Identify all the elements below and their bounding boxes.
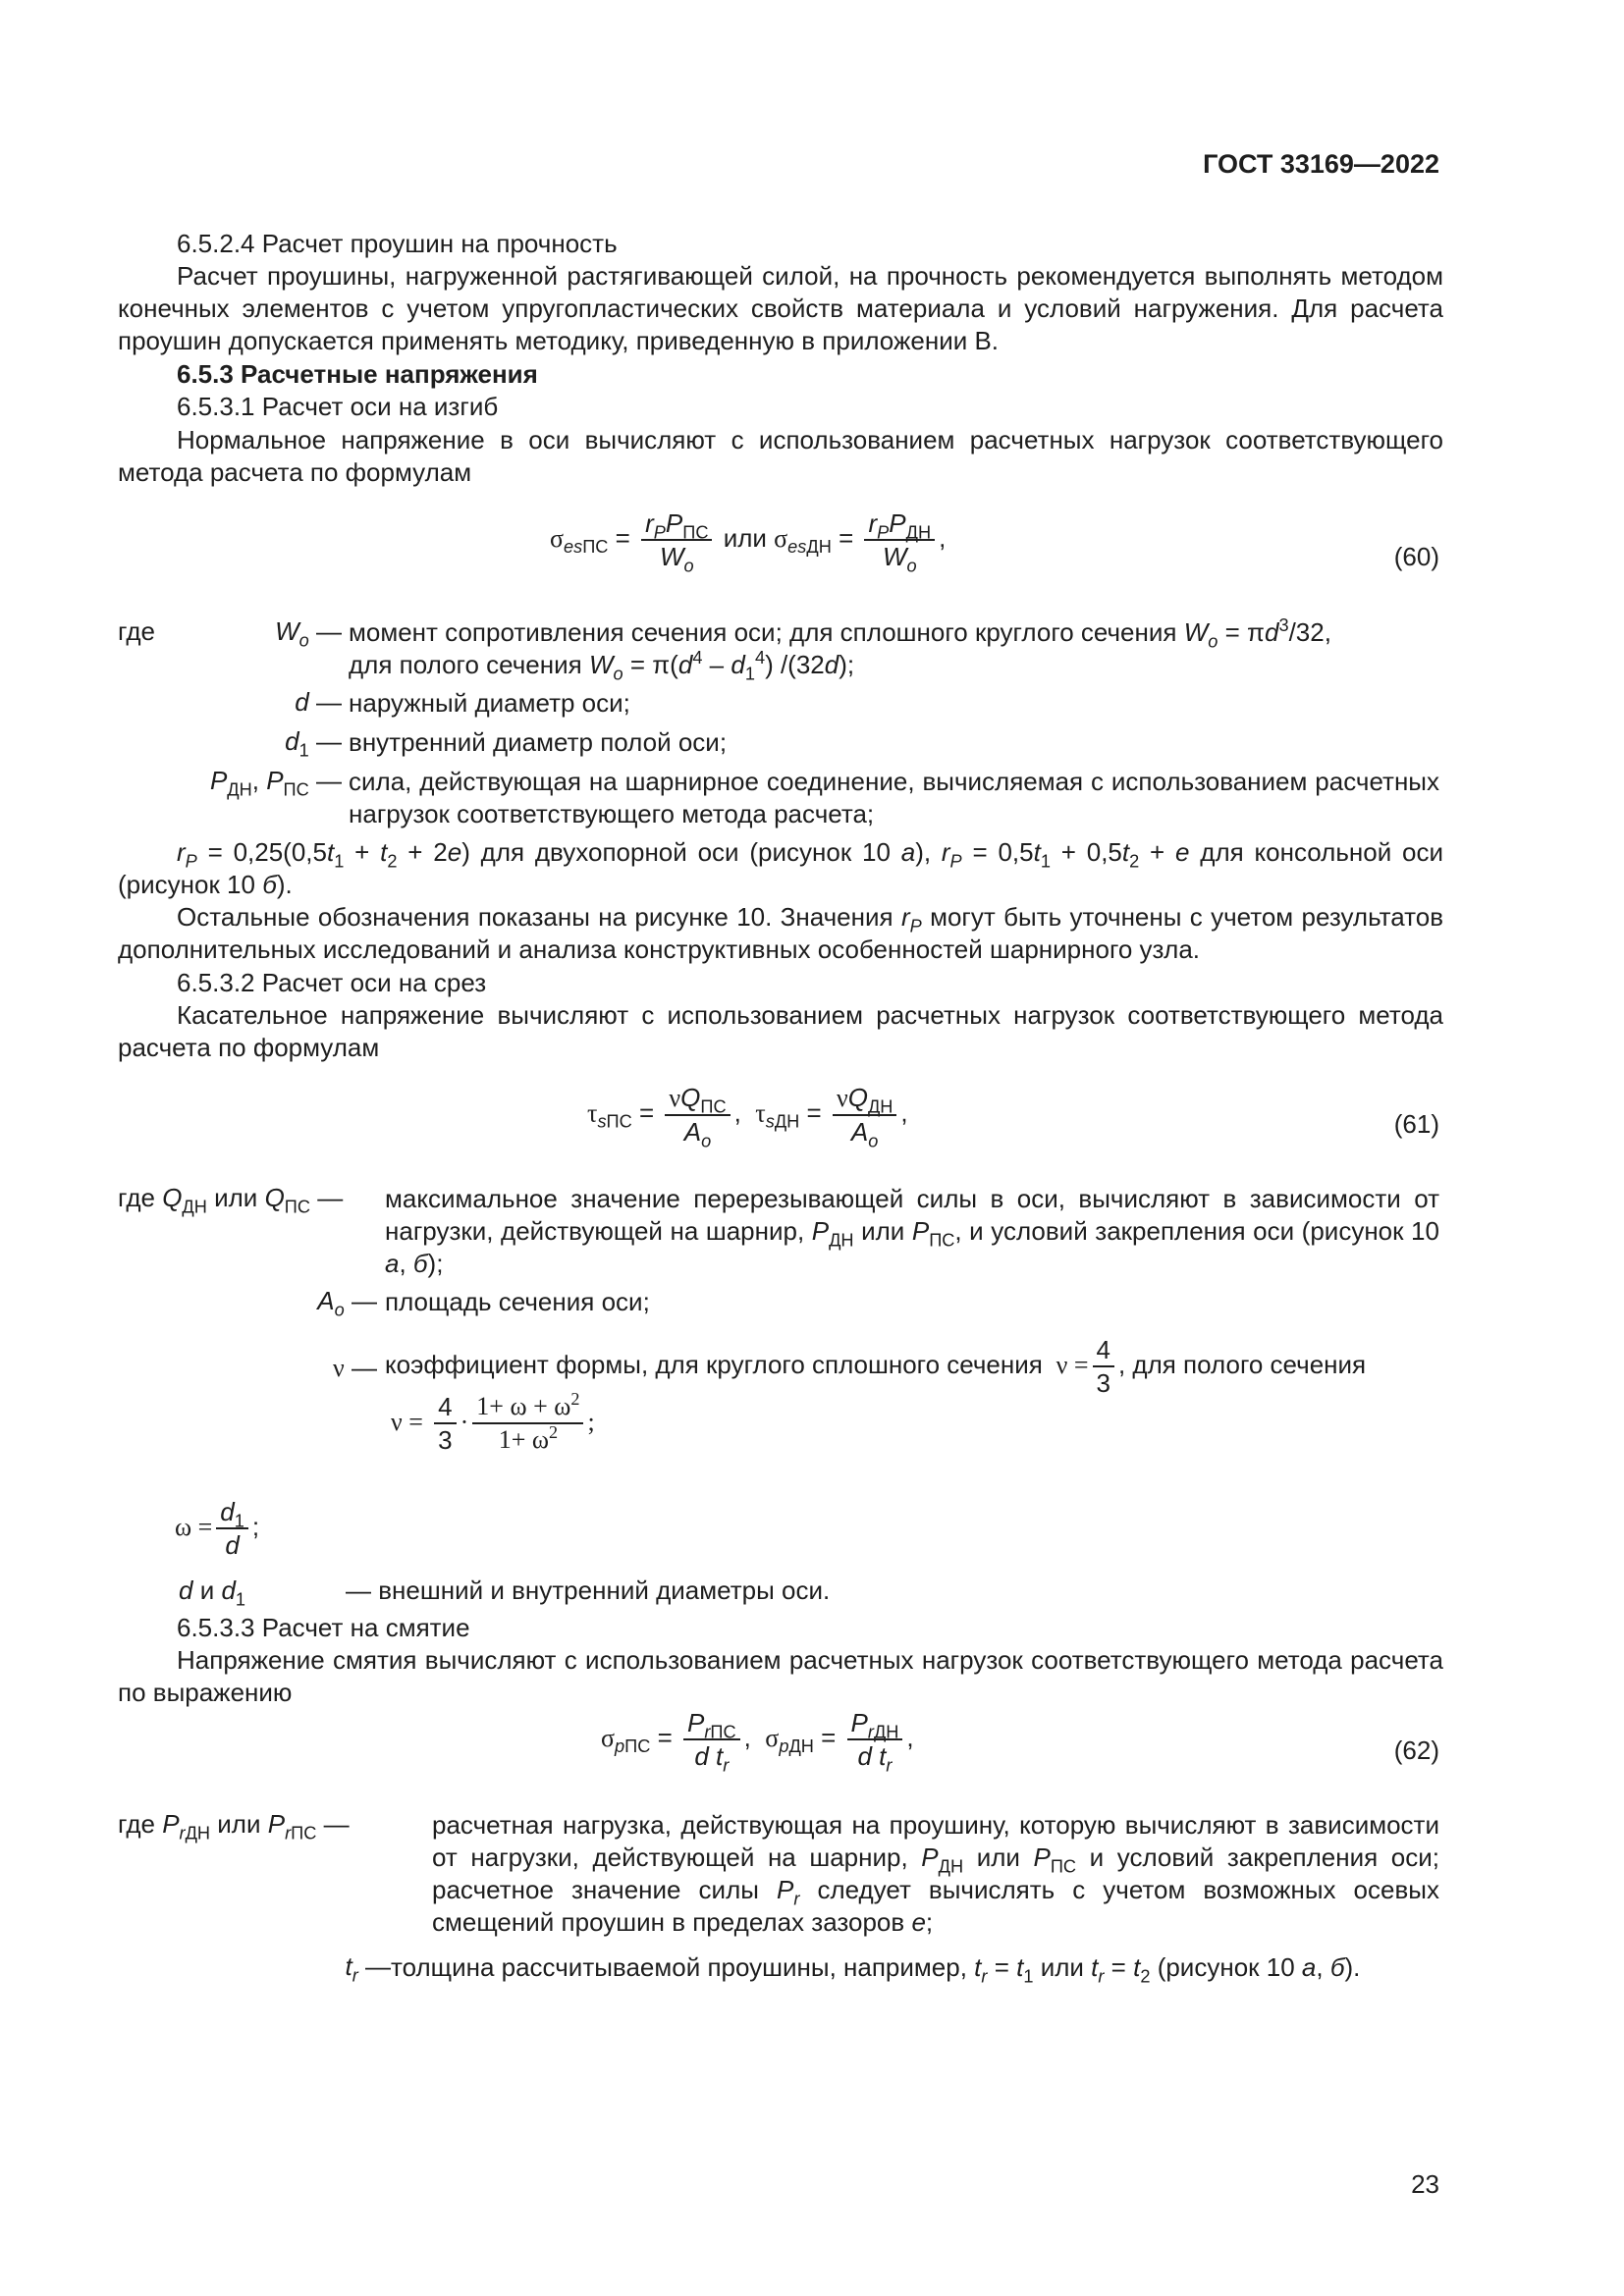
equation-61: $\tau_{sПС}$ = $\frac{\nu Q_{ПС}}{A_o}$ , $\tau_{sДН}$ = $\frac{\nu Q_{ДН}}{A_o}$ , [587, 1083, 908, 1151]
term-d-d1: d и $d_1$ [179, 1575, 246, 1610]
section-6524-title: 6.5.2.4 Расчет проушин на прочность [177, 229, 618, 258]
equation-62: $\sigma_{pПС}$ = $\frac{P_{rПС}}{d t_r}$ , $\sigma_{pДН}$ = $\frac{P_{rДН}}{d t_r}$ , [601, 1708, 914, 1776]
page-number: 23 [1411, 2169, 1439, 2199]
section-653-title: 6.5.3 Расчетные напряжения [177, 359, 538, 389]
term-d1: $d_1$ — [285, 726, 342, 761]
term-wo: $W_o$ — [275, 616, 342, 651]
other-notations-text: Остальные обозначения показаны на рисунке 10. Значения $r_P$ могут быть уточнены с учетом результатов дополнительных исследований и анализа конструктивных особенностей шарнирного узла. [118, 902, 1444, 964]
definition-pr: расчетная нагрузка, действующая на проушину, которую вычисляют в зависимости от нагрузки, действующей на шарнир, $P_{ДН}$ или $P_{ПС}$ и условий закрепления оси; расчетное значение силы $P_r$ следует вычислять с учетом возможных осевых смещений проушин в пределах зазоров e; [432, 1810, 1439, 1937]
term-ao: $A_o$ — [317, 1286, 377, 1320]
definition-d1: внутренний диаметр полой оси; [349, 727, 728, 757]
equation-60: $\sigma_{esПС}$ = $\frac{r_PP_{ПС}}{W_o}$ или $\sigma_{esДН}$ = $\frac{r_PP_{ДН}}{W_o}$ , [550, 508, 947, 576]
section-6531-title: 6.5.3.1 Расчет оси на изгиб [177, 392, 499, 421]
term-p: $P_{ДН}$, $P_{ПС}$ — [209, 766, 342, 800]
or-word: или [723, 522, 767, 553]
where-label-60: где [118, 616, 155, 646]
definition-d: наружный диаметр оси; [349, 688, 630, 718]
definition-q: максимальное значение перерезывающей силы в оси, вычисляют в зависимости от нагрузки, действующей на шарнир, $P_{ДН}$ или $P_{ПС}$, и условий закрепления оси (рисунок 10 а, б); [385, 1184, 1439, 1278]
section-6532-text: Касательное напряжение вычисляют с использованием расчетных нагрузок соответствующего метода расчета по формулам [118, 1000, 1443, 1062]
standard-header: ГОСТ 33169—2022 [1203, 149, 1439, 179]
rp-formula-text: $r_P = 0,25(0,5t_1 + t_2 + 2e)$ для двухопорной оси (рисунок 10 а), $r_P = 0,5t_1 + 0,5t_2 + e$ для консольной оси (рисунок 10 б). [118, 837, 1444, 899]
equation-60-number: (60) [1393, 542, 1439, 571]
definition-p: сила, действующая на шарнирное соединение, вычисляемая с использованием расчетных нагрузок соответствующего метода расчета; [349, 767, 1439, 828]
definition-ao: площадь сечения оси; [385, 1287, 650, 1316]
term-nu: ν — [333, 1353, 377, 1382]
equation-62-number: (62) [1393, 1735, 1439, 1765]
definition-nu: коэффициент формы, для круглого сплошного сечения ν = $\frac{4}{3}$ , для полого сечения [385, 1335, 1367, 1398]
term-q: где $Q_{ДН}$ или $Q_{ПС}$ — [118, 1183, 344, 1217]
nu-hollow-formula: ν = $\frac{4}{3}$ · $\frac{1+ \omega + \omega^2}{1+ \omega^2}$ ; [391, 1389, 595, 1455]
section-6531-text: Нормальное напряжение в оси вычисляют с использованием расчетных нагрузок соответствующего метода расчета по формулам [118, 425, 1443, 487]
equation-61-number: (61) [1393, 1109, 1439, 1139]
definition-wo: момент сопротивления сечения оси; для сплошного круглого сечения $W_o = \pi d^3/32$, для полого сечения $W_o = \pi(d^4 - d_1^4)$ /(32d); [349, 615, 1331, 684]
section-6524-text: Расчет проушины, нагруженной растягивающей силой, на прочность рекомендуется выполнять методом конечных элементов с учетом упругопластических свойств материала и условий нагружения. Для расчета проушин допускается применять методику, приведенную в приложении В. [118, 261, 1443, 355]
omega-formula: ω = $\frac{d_1}{d}$ ; [175, 1497, 260, 1560]
term-pr: где $P_{rДН}$ или $P_{rПС}$ — [118, 1809, 350, 1843]
definition-d-d1: — внешний и внутренний диаметры оси. [346, 1575, 831, 1605]
section-6533-text: Напряжение смятия вычисляют с использованием расчетных нагрузок соответствующего метода расчета по выражению [118, 1645, 1443, 1707]
section-6533-title: 6.5.3.3 Расчет на смятие [177, 1613, 470, 1642]
term-tr: $t_r$ — [345, 1951, 391, 1986]
definition-tr: толщина рассчитываемой проушины, например, $t_r = t_1$ или $t_r = t_2$ (рисунок 10 а, б). [391, 1952, 1361, 1987]
term-d: d — [295, 687, 342, 717]
section-6532-title: 6.5.3.2 Расчет оси на срез [177, 968, 487, 997]
